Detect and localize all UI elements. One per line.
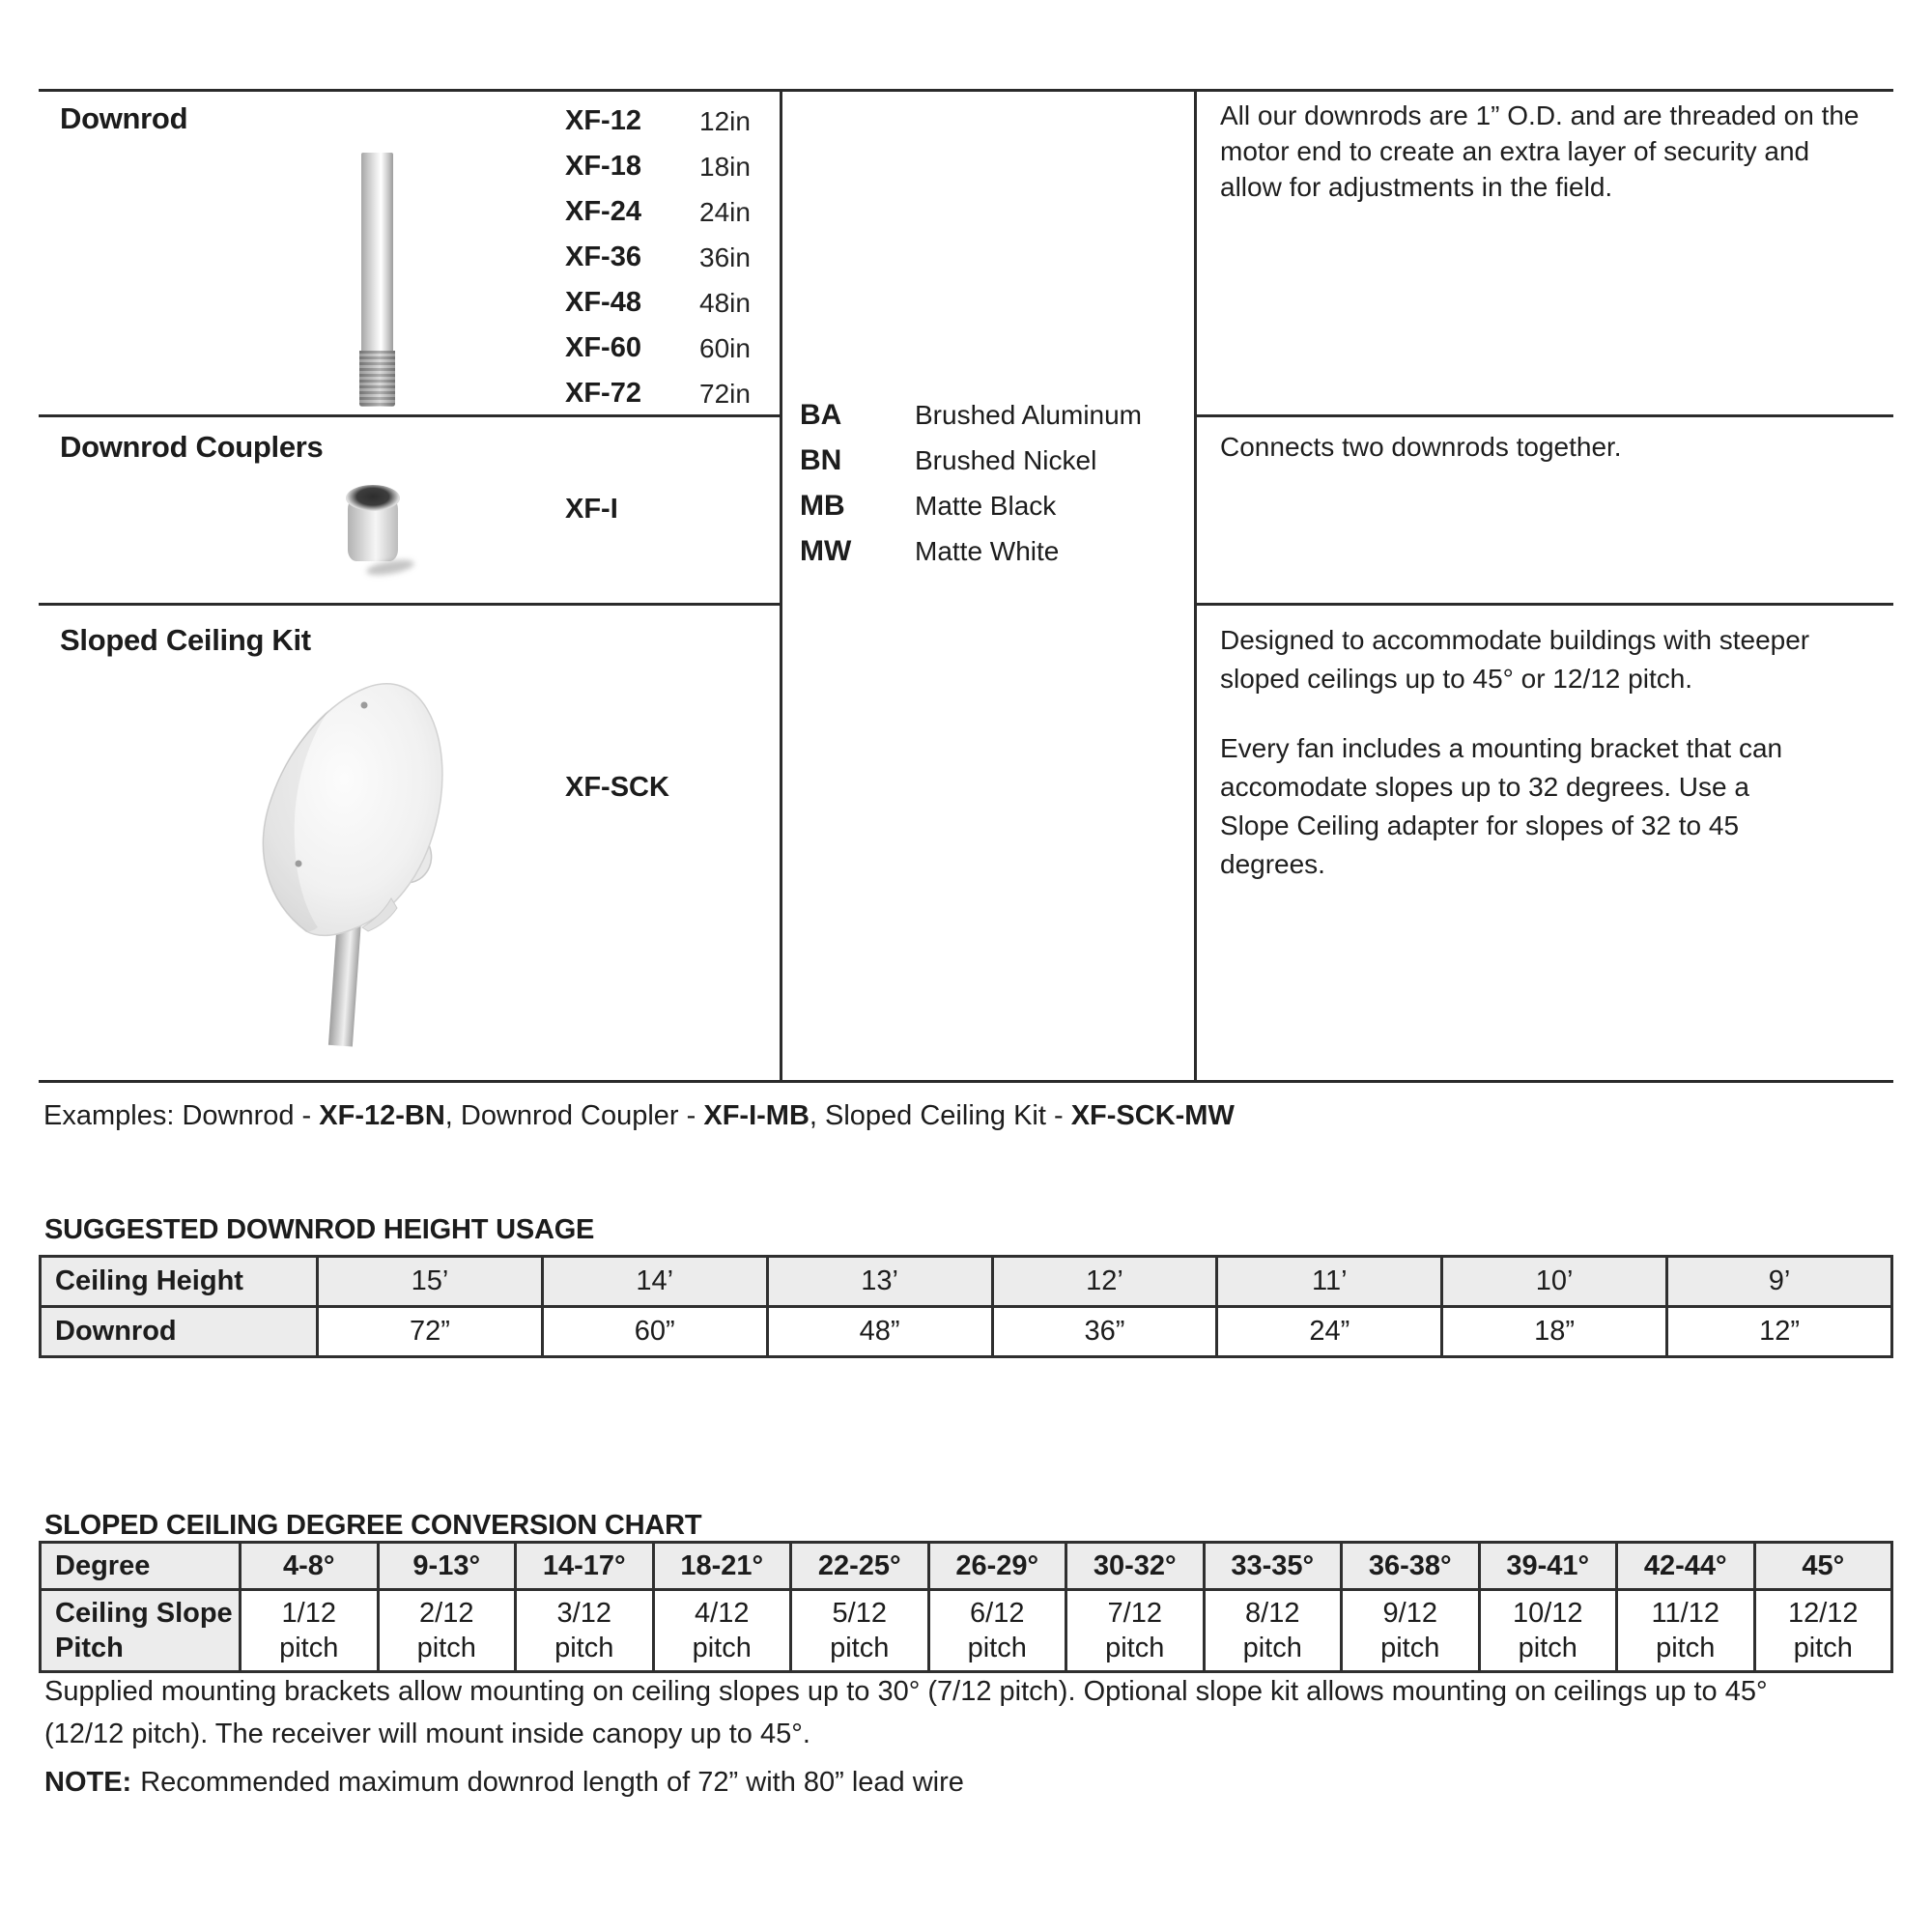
pitch-row [41,1590,1892,1672]
degree-cell: 33-35° [1204,1543,1342,1590]
pitch-word: pitch [416,1633,476,1663]
degree-cell: 9-13° [378,1543,516,1590]
ceiling-height-cell: 15’ [318,1257,543,1307]
finish-name: Matte White [915,535,1060,566]
downrod-model-list [565,99,751,416]
pitch-row-header: Ceiling Slope Pitch [41,1590,241,1672]
examples-separator: , Sloped Ceiling Kit - [809,1100,1071,1131]
table-divider-right-row2 [1194,603,1893,606]
examples-label: Examples: Downrod - [43,1100,320,1131]
model-code: XF-72 [565,378,641,409]
degree-chart-title: SLOPED CEILING DEGREE CONVERSION CHART [44,1510,702,1541]
model-row [565,235,751,280]
degree-cell: 26-29° [928,1543,1066,1590]
example-code-sloped-kit: XF-SCK-MW [1070,1100,1235,1131]
degree-row [41,1543,1892,1590]
downrod-product-image [361,153,393,407]
downrod-thread-detail [359,351,395,407]
table-divider-right-row1 [1194,414,1893,417]
finish-row [800,483,1142,528]
sloped-kit-description-1: Designed to accommodate buildings with steeper sloped ceilings up to 45° or 12/12 pitch. [1220,625,1810,694]
pitch-word: pitch [1105,1633,1165,1663]
note-text: Recommended maximum downrod length of 72” with 80” lead wire [140,1767,964,1798]
finish-code: MW [800,534,852,567]
example-code-coupler: XF-I-MB [703,1100,810,1131]
ceiling-height-cell: 11’ [1217,1257,1442,1307]
model-code: XF-36 [565,242,641,272]
example-code-downrod: XF-12-BN [319,1100,445,1131]
sloped-kit-model-code: XF-SCK [565,772,669,803]
ceiling-height-row [41,1257,1892,1307]
model-size: 24in [699,196,751,227]
pitch-word: pitch [279,1633,339,1663]
downrod-length-row [41,1307,1892,1357]
model-row [565,189,751,235]
model-code: XF-12 [565,105,641,136]
table-bottom-border [39,1080,1893,1083]
pitch-cell [241,1590,379,1672]
pitch-word: pitch [1656,1633,1716,1663]
model-size: 60in [699,332,751,363]
note-label: NOTE: [44,1767,132,1798]
pitch-value: 5/12 [832,1598,887,1629]
ceiling-height-cell: 14’ [542,1257,767,1307]
pitch-cell [653,1590,791,1672]
downrod-length-cell: 24” [1217,1307,1442,1357]
pitch-value: 10/12 [1512,1598,1583,1629]
pitch-cell [1479,1590,1617,1672]
model-code: XF-18 [565,151,641,182]
finish-name: Brushed Aluminum [915,399,1143,430]
finish-row [800,438,1142,483]
pitch-cell [1617,1590,1755,1672]
degree-cell: 14-17° [516,1543,654,1590]
pitch-word: pitch [692,1633,752,1663]
mounting-note-line-2: (12/12 pitch). The receiver will mount inside canopy up to 45°. [44,1719,810,1749]
pitch-cell [378,1590,516,1672]
finish-code: MB [800,489,845,522]
mounting-note-line-1: Supplied mounting brackets allow mounting on ceiling slopes up to 30° (7/12 pitch). Optional slope kit allows mounting on ceilings up to 45° [44,1676,1768,1707]
coupler-model-code: XF-I [565,494,618,525]
degree-cell: 39-41° [1479,1543,1617,1590]
pitch-value: 3/12 [556,1598,611,1629]
section-title-downrod: Downrod [60,101,188,135]
pitch-value: 7/12 [1107,1598,1162,1629]
pitch-cell [928,1590,1066,1672]
model-code: XF-48 [565,287,641,318]
note-line [44,1767,964,1799]
coupler-description: Connects two downrods together. [1220,432,1622,462]
sloped-kit-illustration [217,645,478,1051]
pitch-value: 4/12 [695,1598,750,1629]
finish-row [800,392,1142,438]
model-size: 36in [699,242,751,272]
degree-conversion-chart [39,1541,1893,1673]
model-size: 12in [699,105,751,136]
finish-list [800,392,1142,574]
ceiling-height-cell: 12’ [992,1257,1217,1307]
ceiling-height-header: Ceiling Height [41,1257,318,1307]
model-row [565,99,751,144]
coupler-opening [346,485,400,511]
pitch-word: pitch [830,1633,890,1663]
pitch-word: pitch [1380,1633,1440,1663]
pitch-cell [516,1590,654,1672]
pitch-word: pitch [967,1633,1027,1663]
section-title-sloped-kit: Sloped Ceiling Kit [60,623,311,657]
downrod-length-cell: 48” [767,1307,992,1357]
model-row [565,144,751,189]
degree-cell: 45° [1754,1543,1892,1590]
pitch-word: pitch [1242,1633,1302,1663]
pitch-word: pitch [554,1633,614,1663]
degree-cell: 30-32° [1066,1543,1205,1590]
pitch-value: 1/12 [281,1598,336,1629]
degree-row-header: Degree [41,1543,241,1590]
ceiling-height-cell: 10’ [1442,1257,1667,1307]
pitch-cell [1066,1590,1205,1672]
degree-cell: 22-25° [791,1543,929,1590]
downrod-length-cell: 60” [542,1307,767,1357]
downrod-row-header: Downrod [41,1307,318,1357]
table-divider-vertical-2 [1194,89,1197,1083]
ceiling-height-cell: 13’ [767,1257,992,1307]
pitch-value: 8/12 [1245,1598,1300,1629]
sloped-kit-description-2: Every fan includes a mounting bracket that can accomodate slopes up to 32 degrees. Use a Slope Ceiling adapter for slopes of 32 to 45 degrees. [1220,733,1783,879]
finish-row [800,528,1142,574]
examples-separator: , Downrod Coupler - [444,1100,704,1131]
pitch-value: 12/12 [1787,1598,1859,1629]
downrod-length-cell: 18” [1442,1307,1667,1357]
degree-cell: 42-44° [1617,1543,1755,1590]
downrod-length-cell: 12” [1667,1307,1892,1357]
model-size: 48in [699,287,751,318]
sloped-kit-product-image [217,645,478,1051]
section-title-couplers: Downrod Couplers [60,430,324,464]
downrod-description: All our downrods are 1” O.D. and are threaded on the motor end to create an extra layer of security and allow for adjustments in the field. [1220,100,1860,202]
model-row [565,280,751,326]
pitch-cell [1204,1590,1342,1672]
pitch-value: 9/12 [1382,1598,1437,1629]
model-row [565,371,751,416]
coupler-product-image [345,483,403,572]
downrod-length-cell: 36” [992,1307,1217,1357]
pitch-value: 2/12 [419,1598,474,1629]
degree-cell: 4-8° [241,1543,379,1590]
finish-code: BN [800,443,842,476]
model-row [565,326,751,371]
height-table-title: SUGGESTED DOWNROD HEIGHT USAGE [44,1214,595,1245]
pitch-value: 6/12 [970,1598,1025,1629]
model-size: 72in [699,378,751,409]
height-table [39,1255,1893,1358]
table-divider-left-row2 [39,603,780,606]
pitch-cell [1342,1590,1480,1672]
downrod-length-cell: 72” [318,1307,543,1357]
pitch-cell [791,1590,929,1672]
model-code: XF-24 [565,196,641,227]
model-size: 18in [699,151,751,182]
pitch-cell [1754,1590,1892,1672]
pitch-word: pitch [1518,1633,1577,1663]
table-divider-vertical-1 [780,89,782,1083]
examples-line [43,1100,1235,1132]
ceiling-height-cell: 9’ [1667,1257,1892,1307]
degree-cell: 36-38° [1342,1543,1480,1590]
degree-cell: 18-21° [653,1543,791,1590]
pitch-value: 11/12 [1651,1598,1719,1629]
model-code: XF-60 [565,332,641,363]
table-top-border [39,89,1893,92]
pitch-word: pitch [1793,1633,1853,1663]
finish-name: Matte Black [915,490,1057,521]
finish-code: BA [800,398,842,431]
finish-name: Brushed Nickel [915,444,1097,475]
